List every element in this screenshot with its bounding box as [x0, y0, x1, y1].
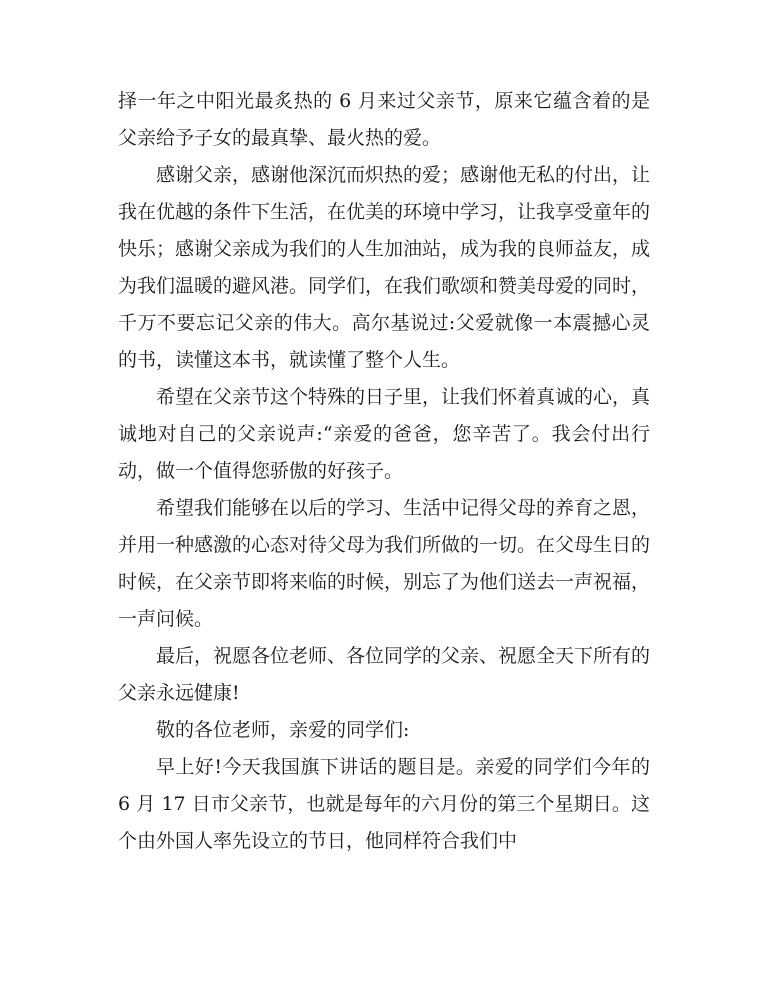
- paragraph-7: 早上好!今天我国旗下讲话的题目是。亲爱的同学们今年的 6 月 17 日市父亲节，也就是每年的六月份的第三个星期日。这个由外国人率先设立的节日，他同样符合我们中: [118, 756, 650, 852]
- paragraph-2: 感谢父亲，感谢他深沉而炽热的爱；感谢他无私的付出，让我在优越的条件下生活，在优美的环境中学习，让我享受童年的快乐；感谢父亲成为我们的人生加油站，成为我的良师益友，成为我们温暖的避风港。同学们，在我们歌颂和赞美母爱的同时，千万不要忘记父亲的伟大。高尔基说过:父爱就像一本震撼心灵的书，读懂这本书，就读懂了整个人生。: [118, 164, 651, 371]
- paragraph-4: 希望我们能够在以后的学习、生活中记得父母的养育之恩，并用一种感激的心态对待父母为我们所做的一切。在父母生日的时候，在父亲节即将来临的时候，别忘了为他们送去一声祝福，一声问候。: [118, 497, 651, 630]
- paragraph-6: 敬的各位老师，亲爱的同学们:: [156, 719, 410, 741]
- paragraph-1: 择一年之中阳光最炙热的 6 月来过父亲节，原来它蕴含着的是父亲给予子女的最真挚、最火热的爱。: [118, 90, 650, 149]
- paragraph-3: 希望在父亲节这个特殊的日子里，让我们怀着真诚的心，真诚地对自己的父亲说声:“亲爱的爸爸，您辛苦了。我会付出行动，做一个值得您骄傲的好孩子。: [118, 386, 651, 482]
- paragraph-5: 最后，祝愿各位老师、各位同学的父亲、祝愿全天下所有的父亲永远健康!: [118, 645, 651, 704]
- document-body: [118, 83, 650, 860]
